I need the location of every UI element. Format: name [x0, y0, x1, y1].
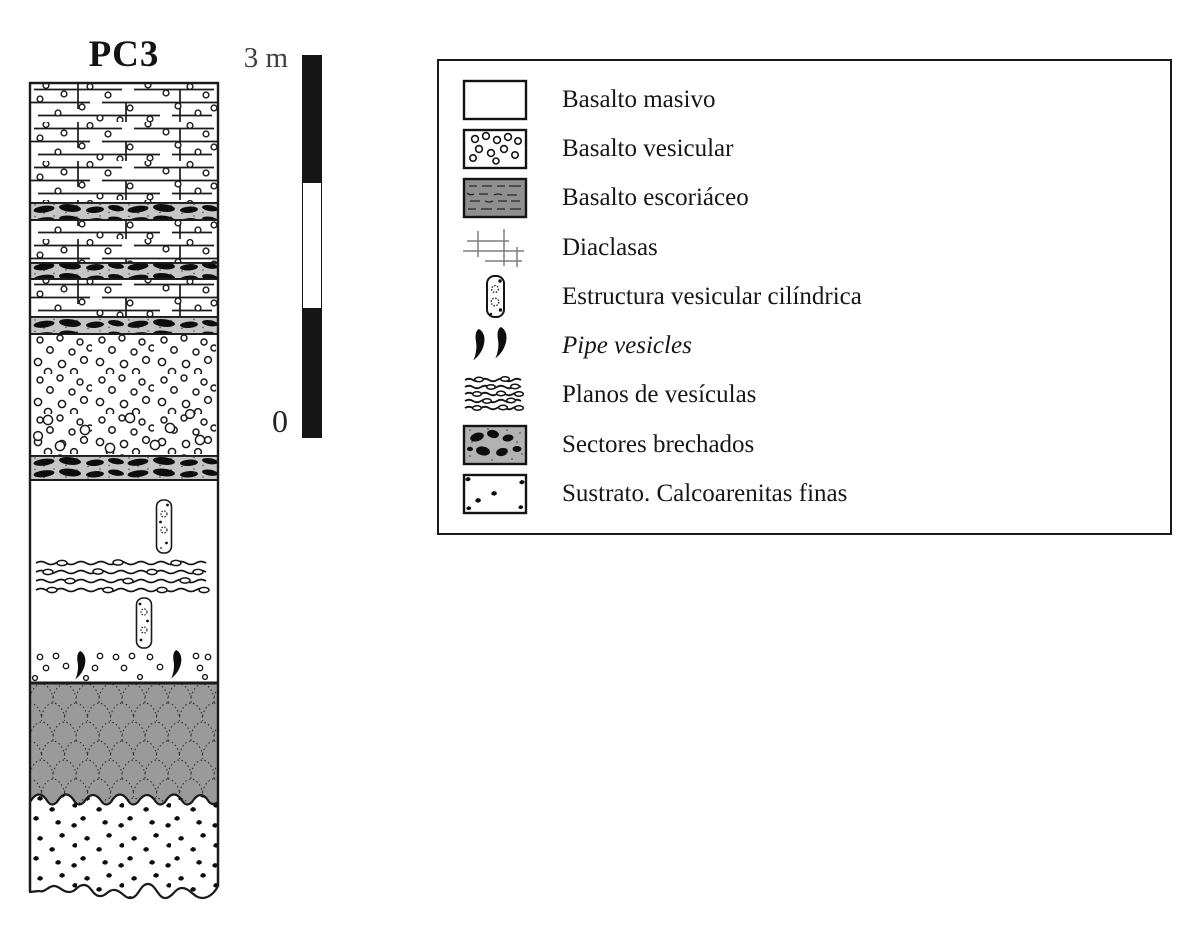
legend-item-planos-de-vesiculas — [439, 371, 1170, 420]
diaclasas-symbol — [439, 226, 550, 270]
legend-item-label: Basalto vesicular — [562, 134, 734, 162]
planos-de-vesiculas-symbol — [439, 375, 550, 415]
basalto-masivo-swatch — [439, 79, 550, 121]
legend-item-basalto-masivo — [439, 75, 1170, 124]
legend-item-sectores-brechados — [439, 420, 1170, 469]
layer-basalto-vesicular-diaclasas-3 — [30, 279, 218, 317]
legend-item-basalto-escoriaceo — [439, 174, 1170, 223]
legend-item-label: Basalto masivo — [562, 85, 716, 113]
legend-rows — [439, 75, 1170, 533]
scale-segment-black-top — [303, 56, 321, 183]
layer-sector-brechado-1 — [30, 203, 218, 220]
legend-item-label: Sectores brechados — [562, 430, 755, 458]
legend-item-label: Diaclasas — [562, 233, 658, 261]
scale-bar — [302, 55, 322, 438]
legend-item-estructura-vesicular-cilindrica — [439, 272, 1170, 321]
layer-sustrato-calcoarenitas — [30, 795, 218, 899]
estructura-vesicular-cilindrica-1 — [157, 500, 172, 553]
layer-basalto-escoriaceo — [30, 683, 218, 806]
legend-item-label: Basalto escoriáceo — [562, 184, 749, 212]
legend-item-label: Estructura vesicular cilíndrica — [562, 282, 862, 310]
basalto-escoriaceo-swatch — [439, 177, 550, 219]
legend-item-sustrato-calcoarenitas — [439, 469, 1170, 518]
scale-top-label: 3 m — [243, 42, 288, 74]
layer-sector-brechado-4 — [30, 456, 218, 480]
legend-item-basalto-vesicular — [439, 124, 1170, 173]
scale-bottom-label: 0 — [272, 403, 288, 439]
sectores-brechados-swatch — [439, 424, 550, 466]
legend-item-pipe-vesicles — [439, 321, 1170, 370]
legend-item-diaclasas — [439, 223, 1170, 272]
basalto-vesicular-swatch — [439, 128, 550, 170]
legend-item-label: Pipe vesicles — [562, 332, 692, 360]
layer-sector-brechado-3 — [30, 317, 218, 334]
column-title: PC3 — [88, 34, 160, 75]
estructura-vesicular-cilindrica-symbol — [439, 274, 550, 320]
layer-basalto-vesicular-diaclasas-2 — [30, 220, 218, 263]
legend-item-label: Sustrato. Calcoarenitas finas — [562, 480, 848, 508]
stratigraphic-column — [0, 0, 240, 931]
estructura-vesicular-cilindrica-2 — [137, 598, 152, 648]
layer-basalto-vesicular-diaclasas-1 — [30, 83, 218, 203]
legend-box — [437, 59, 1172, 535]
layer-basalto-masivo — [30, 480, 218, 683]
pipe-vesicles-symbol — [439, 326, 550, 366]
layer-basalto-vesicular — [30, 334, 218, 456]
scale-segment-black-bottom — [303, 308, 321, 437]
layer-sector-brechado-2 — [30, 263, 218, 279]
legend-item-label: Planos de vesículas — [562, 381, 757, 409]
sustrato-calcoarenitas-swatch — [439, 473, 550, 515]
scale-segment-white-mid — [303, 183, 321, 308]
